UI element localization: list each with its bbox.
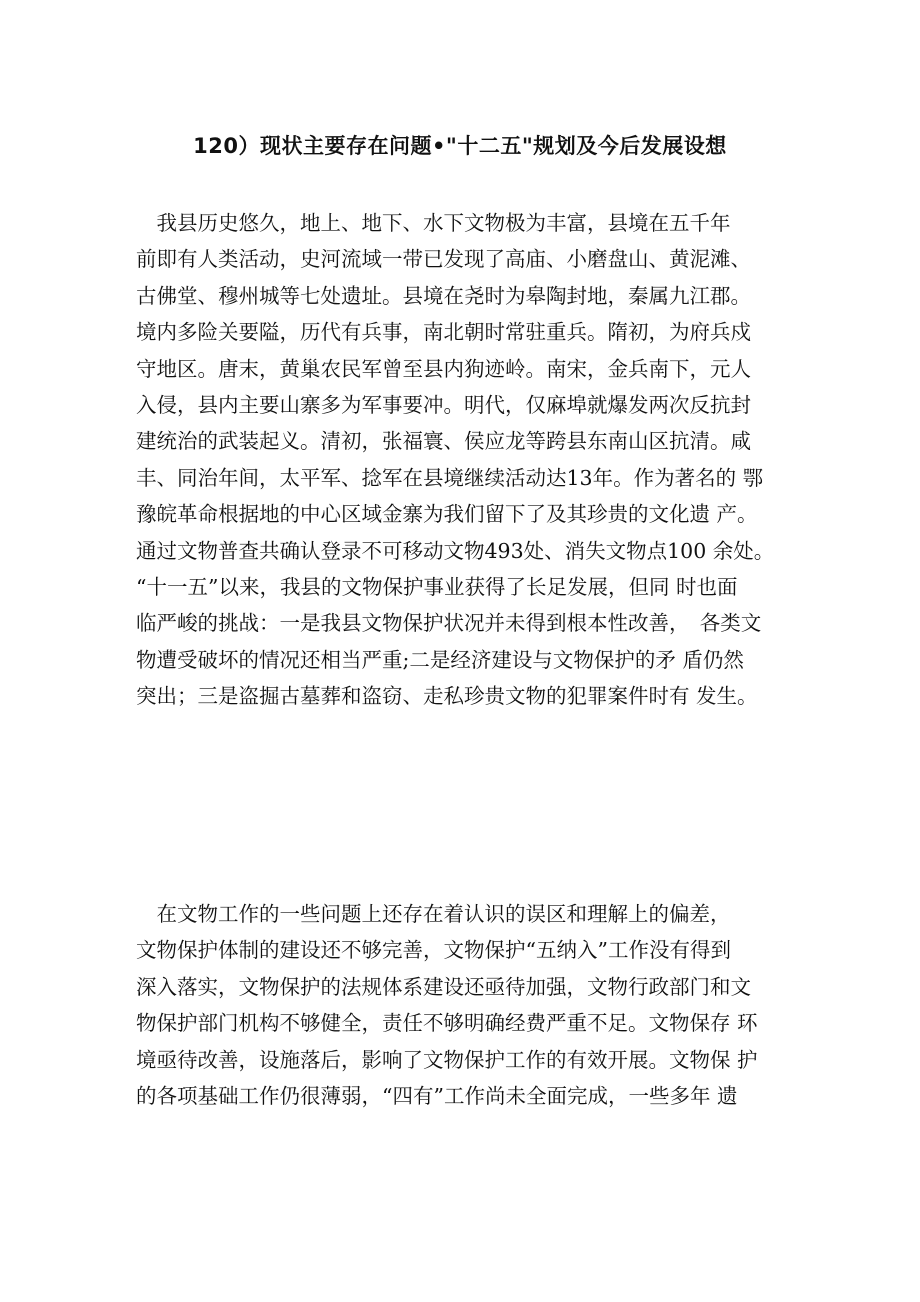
text-line: 深入落实，文物保护的法规体系建设还亟待加强，文物行政部门和文: [136, 974, 751, 999]
text-line: 的各项基础工作仍很薄弱，“四有”工作尚未全面完成，一些多年 遗: [136, 1084, 738, 1109]
text-line: 我县历史悠久，地上、地下、水下文物极为丰富，县境在五千年: [136, 211, 731, 235]
text-line: 突出；三是盗掘古墓葬和盗窃、走私珍贵文物的犯罪案件时有 发生。: [136, 684, 758, 709]
text-line: 通过文物普查共确认登录不可移动文物493处、消失文物点100 余处。: [136, 538, 775, 563]
text-line: 物遭受破坏的情况还相当严重;二是经济建设与文物保护的矛 盾仍然: [136, 647, 744, 672]
text-line: 建统治的武装起义。清初，张福寰、侯应龙等跨县东南山区抗清。咸: [136, 429, 751, 454]
paragraph-2: [136, 896, 801, 1114]
text-line: 境内多险关要隘，历代有兵事，南北朝时常驻重兵。隋初，为府兵戍: [136, 320, 751, 345]
text-line: 文物保护体制的建设还不够完善，文物保护“五纳入”工作没有得到: [136, 938, 731, 963]
text-line: 豫皖革命根据地的中心区域金寨为我们留下了及其珍贵的文化遗 产。: [136, 502, 758, 527]
text-line: 古佛堂、穆州城等七处遗址。县境在尧时为皋陶封地，秦属九江郡。: [136, 283, 751, 308]
text-line: 在文物工作的一些问题上还存在着认识的误区和理解上的偏差，: [136, 902, 731, 926]
document-title: 120）现状主要存在问题•"十二五"规划及今后发展设想: [193, 134, 727, 158]
text-line: 入侵，县内主要山寨多为军事要冲。明代，仅麻埠就爆发两次反抗封: [136, 393, 751, 418]
paragraph-1: [136, 205, 801, 715]
text-line: 丰、同治年间，太平军、捻军在县境继续活动达13年。作为著名的 鄂: [136, 465, 764, 490]
text-line: “十一五”以来，我县的文物保护事业获得了长足发展，但同 时也面: [136, 575, 738, 600]
text-line: 临严峻的挑战：一是我县文物保护状况并未得到根本性改善， 各类文: [136, 611, 762, 636]
text-line: 物保护部门机构不够健全，责任不够明确经费严重不足。文物保存 环: [136, 1011, 758, 1036]
text-line: 境亟待改善，设施落后，影响了文物保护工作的有效开展。文物保 护: [136, 1047, 758, 1072]
text-line: 前即有人类活动，史河流域一带已发现了高庙、小磨盘山、黄泥滩、: [136, 247, 751, 272]
text-line: 守地区。唐末，黄巢农民军曾至县内狗迹岭。南宋，金兵南下，元人: [136, 356, 751, 381]
